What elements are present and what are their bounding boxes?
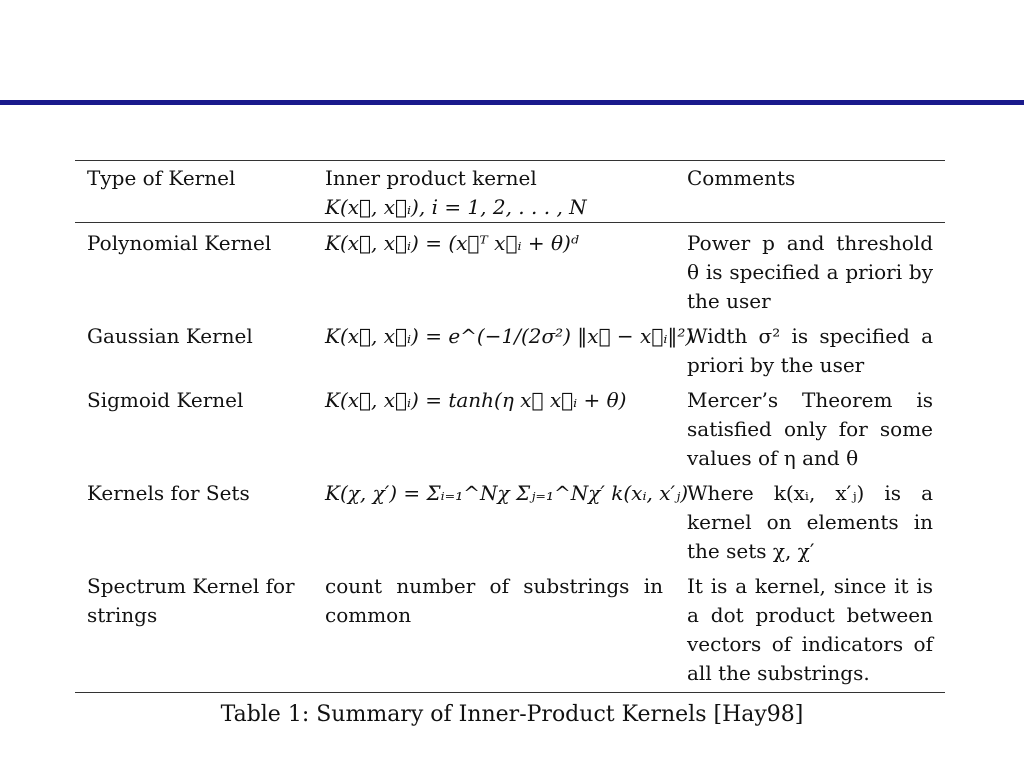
header-inner-product-kernel-formula: K(x⃗, x⃗ᵢ), i = 1, 2, . . . , N [325, 195, 587, 219]
kernel-formula-cell: K(x⃗, x⃗ᵢ) = (x⃗ᵀ x⃗ᵢ + θ)ᵈ [325, 231, 579, 255]
kernel-formula-cell: count number of substrings in common [313, 566, 675, 693]
header-type-of-kernel: Type of Kernel [75, 161, 313, 223]
table-row [75, 566, 945, 693]
kernel-table-container [75, 160, 945, 693]
kernel-summary-table [75, 160, 945, 693]
kernel-comment-cell: Mercer’s Theorem is satisfied only for some values of η and θ [687, 388, 933, 470]
table-row [75, 473, 945, 566]
table-row [75, 316, 945, 380]
kernel-formula-cell: K(χ, χ′) = Σᵢ₌₁^Nχ Σⱼ₌₁^Nχ′ k(xᵢ, x′ⱼ) [325, 481, 689, 505]
kernel-formula-cell: K(x⃗, x⃗ᵢ) = tanh(η x⃗ x⃗ᵢ + θ) [325, 388, 627, 412]
kernel-comment-cell: Width σ² is specified a priori by the user [687, 324, 933, 377]
kernel-type-cell: Sigmoid Kernel [87, 388, 244, 412]
table-header-row [75, 161, 945, 223]
kernel-comment-cell: Where k(xᵢ, x′ⱼ) is a kernel on elements in the sets χ, χ′ [687, 481, 933, 563]
kernel-type-cell: Spectrum Kernel for strings [75, 566, 313, 693]
table-caption: Table 1: Summary of Inner-Product Kernels [Hay98] [220, 702, 804, 727]
kernel-comment-cell: It is a kernel, since it is a dot product between vectors of indicators of all the substrings. [675, 566, 945, 693]
kernel-type-cell: Polynomial Kernel [87, 231, 272, 255]
table-row [75, 223, 945, 317]
header-inner-product-kernel [313, 161, 675, 223]
kernel-type-cell: Gaussian Kernel [87, 324, 253, 348]
top-blue-rule [0, 100, 1024, 105]
kernel-type-cell: Kernels for Sets [87, 481, 250, 505]
header-inner-product-kernel-title: Inner product kernel [325, 166, 537, 190]
kernel-comment-cell: Power p and threshold θ is specified a priori by the user [687, 231, 933, 313]
kernel-formula-cell: K(x⃗, x⃗ᵢ) = e^(−1/(2σ²) ‖x⃗ − x⃗ᵢ‖²) [325, 324, 694, 348]
header-comments: Comments [675, 161, 945, 223]
table-row [75, 380, 945, 473]
